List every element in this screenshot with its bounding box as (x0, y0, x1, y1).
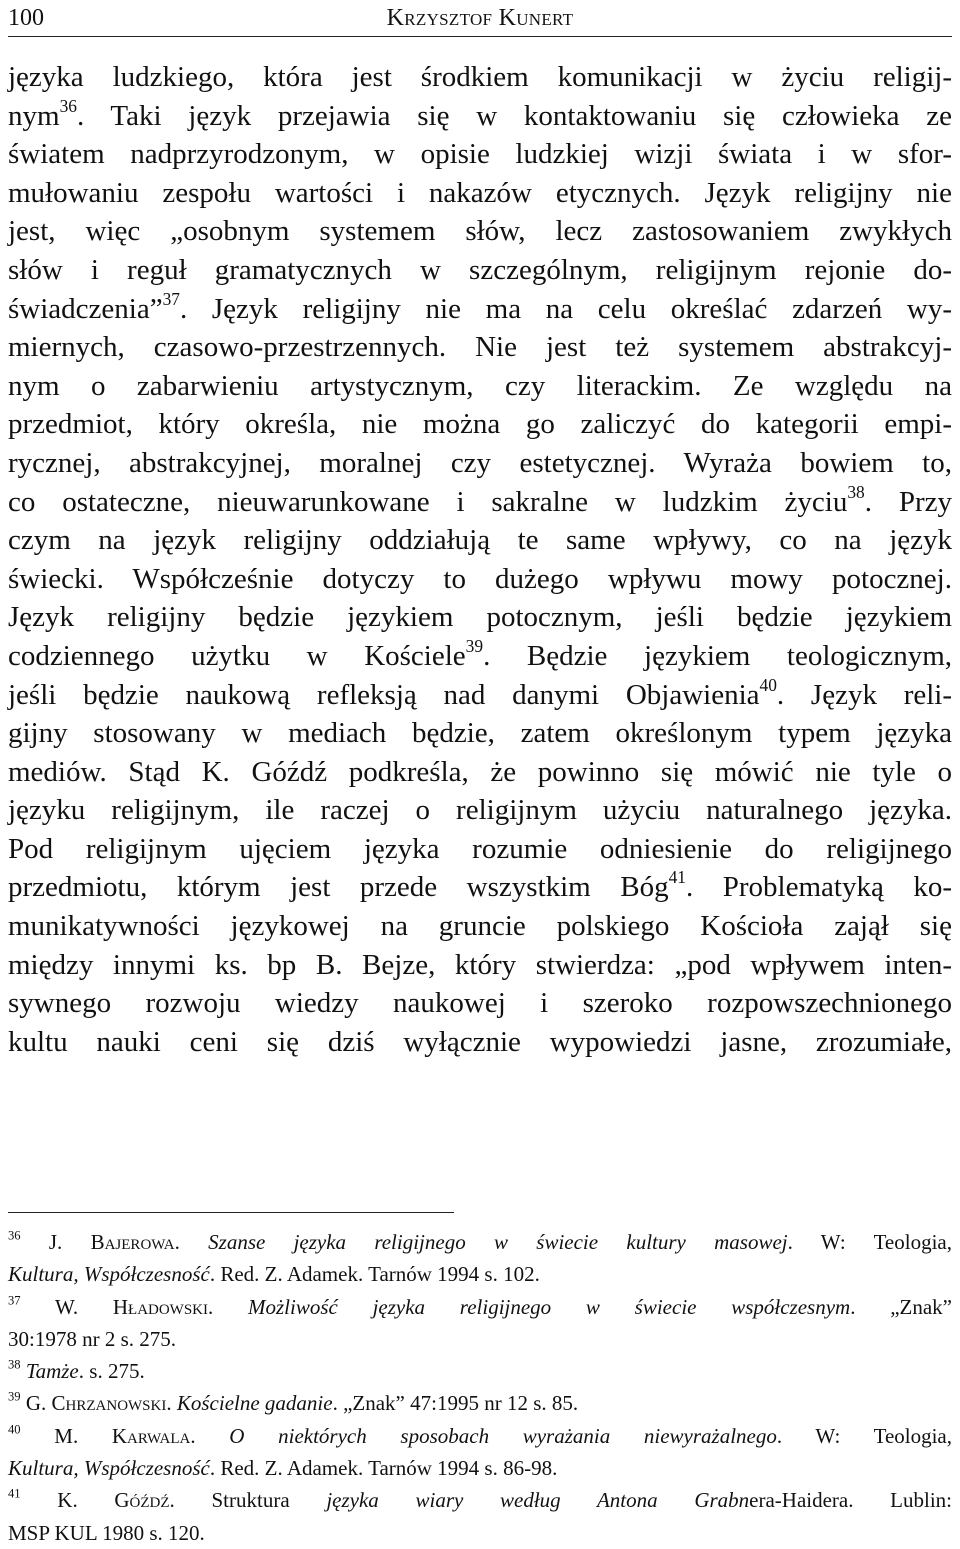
text-line: nym o zabarwieniu artystycznym, czy literackim. Ze względu na (8, 369, 952, 402)
citation-text: era-Haidera. Lublin: (749, 1488, 953, 1513)
text-line: słów i reguł gramatycznych w szczególnym, religijnym rejonie do- (8, 253, 952, 286)
text-span: świadczenia” (8, 292, 163, 325)
footnote-number: 41 (8, 1486, 21, 1501)
text-line: miernych, czasowo-przestrzennych. Nie jest też systemem abstrakcyj- (8, 331, 952, 364)
footnote-39: $^{39}$ G. Chrzanowski. Kościelne gadanie. „Znak” 47:1995 nr 12 s. 85. (8, 1390, 579, 1416)
footnote-37-cont: 30:1978 nr 2 s. 275. (8, 1326, 176, 1351)
text-line (8, 637, 952, 676)
text-line: mułowaniu zespołu wartości i nakazów etycznych. Język religijny nie (8, 176, 952, 209)
text-span: przedmiotu, którym jest przede wszystkim Bóg (8, 871, 669, 904)
work-title: Kościelne gadanie (176, 1391, 333, 1416)
text-span: . Problematyką ko- (685, 871, 952, 904)
text-line: sywnego rozwoju wiedzy naukowej i szeroko rozpowszechnionego (8, 987, 952, 1020)
author-initial: G. (25, 1391, 52, 1416)
footnote-ref[interactable]: 39 (465, 635, 484, 656)
text-span: . Język religijny nie ma na celu określać zdarzeń wy- (179, 292, 952, 325)
work-title: Możliwość języka religijnego w świecie współczesnym (248, 1294, 851, 1319)
page-number: 100 (8, 5, 44, 31)
text-line: munikatywności językowej na gruncie polskiego Kościoła zajął się (8, 910, 952, 943)
text-span: . Taki język przejawia się w kontaktowaniu się człowieka ze (76, 99, 952, 132)
footnote-number: 37 (8, 1293, 21, 1308)
text-line: świecki. Współcześnie dotyczy to dużego wpływu mowy potocznej. (8, 562, 952, 595)
footnote-ref[interactable]: 41 (668, 867, 686, 888)
series-title: Kultura, Współczesność (8, 1456, 210, 1481)
text-line: przedmiot, który określa, nie można go zaliczyć do kategorii empi- (8, 408, 952, 441)
text-line: Pod religijnym ujęciem języka rozumie odniesienie do religijnego (8, 832, 952, 865)
author-initial: K. (57, 1488, 115, 1513)
text-line (8, 290, 952, 329)
footnote-number: 36 (8, 1228, 21, 1243)
text-span: codziennego użytku w Kościele (8, 639, 466, 672)
text-line: światem nadprzyrodzonym, w opisie ludzkiej wizji świata i w sfor- (8, 138, 952, 171)
citation-text: . „Znak” (850, 1294, 953, 1319)
running-head: Krzysztof Kunert (386, 5, 574, 31)
footnote-ref[interactable]: 36 (59, 95, 77, 116)
text-span: jeśli będzie naukową refleksją nad danymi Objawienia (8, 678, 760, 711)
text-line: języka ludzkiego, która jest środkiem komunikacji w życiu religij- (8, 61, 952, 93)
citation-text: . W: Teologia, (776, 1423, 953, 1448)
footnote-41 (8, 1484, 952, 1516)
footnote-36-cont (8, 1258, 952, 1290)
text-span: . Język reli- (776, 678, 952, 711)
footnote-38 (8, 1355, 952, 1387)
text-span: . Będzie językiem teologicznym, (483, 639, 952, 672)
footnote-number: 40 (8, 1422, 21, 1437)
text-line: kultu nauki ceni się dziś wyłącznie wypowiedzi jasne, zrozumiałe, (8, 1025, 952, 1058)
author-initial: M. (54, 1423, 112, 1448)
footnote-40-cont (8, 1452, 952, 1484)
footnote-divider (8, 1212, 454, 1213)
text-line: między innymi ks. bp B. Bejze, który stwierdza: „pod wpływem inten- (8, 948, 952, 981)
footnote-ref[interactable]: 40 (759, 674, 777, 695)
author-name: Góźdź (114, 1488, 170, 1513)
text-span: nym (8, 99, 60, 132)
footnote-41-cont: MSP KUL 1980 s. 120. (8, 1520, 205, 1545)
citation-text: . W: Teologia, (787, 1230, 952, 1254)
footnote-36: $^{36}$ J. Bajerowa. Szanse języka religijnego w świecie kultury masowej. W: Teologia, (8, 1228, 952, 1254)
author-name: Bajerowa (90, 1230, 175, 1254)
text-line (8, 483, 952, 522)
text-line: czym na język religijny oddziałują te same wpływy, co na język (8, 524, 952, 557)
text-line: języku religijnym, ile raczej o religijnym użyciu naturalnego języka. (8, 794, 952, 827)
citation-text: . Red. Z. Adamek. Tarnów 1994 s. 86-98. (209, 1456, 558, 1481)
citation-text: . Red. Z. Adamek. Tarnów 1994 s. 102. (209, 1262, 540, 1287)
text-line: gijny stosowany w mediach będzie, zatem określonym typem języka (8, 717, 952, 750)
text-line: Język religijny będzie językiem potocznym, jeśli będzie językiem (8, 601, 952, 634)
citation-text: . „Znak” 47:1995 nr 12 s. 85. (332, 1391, 579, 1416)
text-line: jest, więc „osobnym systemem słów, lecz zastosowaniem zwykłych (8, 215, 952, 248)
text-line (8, 97, 952, 136)
work-title: Szanse języka religijnego w świecie kultury masowej (208, 1230, 788, 1254)
author-name: Karwala (111, 1423, 191, 1448)
footnote-37: $^{37}$ W. Hładowski. Możliwość języka religijnego w świecie współczesnym. „Znak” (8, 1293, 953, 1319)
text-line: mediów. Stąd K. Góźdź podkreśla, że powinno się mówić nie tyle o (8, 755, 952, 788)
footnotes (8, 1226, 952, 1549)
text-line (8, 676, 952, 715)
text-span: co ostateczne, nieuwarunkowane i sakralne w ludzkim życiu (8, 485, 848, 518)
work-title: O niektórych sposobach wyrażania niewyrażalnego (229, 1423, 777, 1448)
work-title: języka wiary według Antona Grabn (326, 1488, 750, 1513)
author-initial: W. (54, 1294, 113, 1319)
citation-text: . Struktura (169, 1488, 327, 1513)
author-name: Chrzanowski (51, 1391, 167, 1416)
author-name: Hładowski (112, 1294, 209, 1319)
main-text (8, 58, 952, 1061)
footnote-number: 39 (8, 1390, 21, 1405)
footnote-ref[interactable]: 38 (847, 481, 865, 502)
author-initial: J. (48, 1230, 91, 1254)
text-span: . Przy (864, 485, 952, 518)
text-line: rycznej, abstrakcyjnej, moralnej czy estetycznej. Wyraża bowiem to, (8, 446, 952, 479)
page-header (8, 2, 952, 37)
footnote-number: 38 (8, 1357, 21, 1372)
footnote-ref[interactable]: 37 (162, 288, 180, 309)
footnote-40: $^{40}$ M. Karwala. O niektórych sposobach wyrażania niewyrażalnego. W: Teologia, (8, 1422, 953, 1448)
series-title: Kultura, Współczesność (8, 1262, 210, 1287)
citation-text: . s. 275. (78, 1359, 145, 1384)
work-title: Tamże (25, 1359, 79, 1384)
text-line (8, 868, 952, 907)
